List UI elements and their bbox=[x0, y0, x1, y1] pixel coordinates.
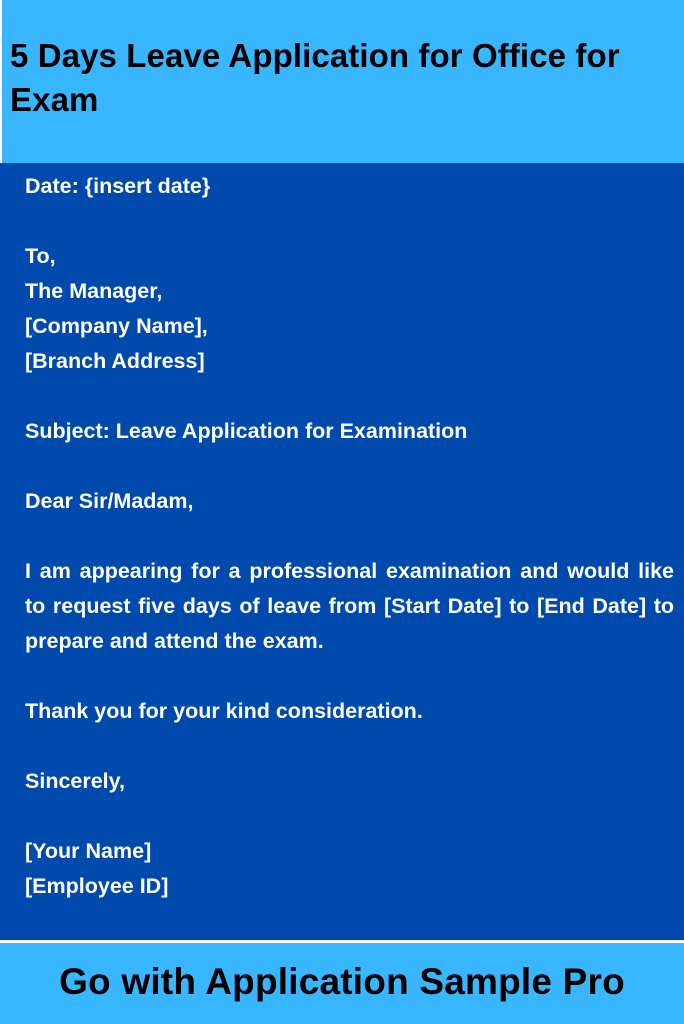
letter-subject: Subject: Leave Application for Examination bbox=[25, 419, 468, 443]
recipient-block bbox=[25, 239, 674, 379]
letter-salutation: Dear Sir/Madam, bbox=[25, 489, 194, 513]
header-banner bbox=[2, 0, 684, 163]
letter-body bbox=[0, 163, 684, 940]
sender-name: [Your Name] bbox=[25, 839, 152, 863]
letter-thanks: Thank you for your kind consideration. bbox=[25, 699, 423, 723]
recipient-company: [Company Name], bbox=[25, 314, 208, 338]
letter-main-paragraph: I am appearing for a professional examination and would like to request five days of leave from [Start Date] to [End Date] to prepare and attend the exam. bbox=[25, 559, 674, 653]
signature-block bbox=[25, 834, 674, 904]
recipient-title: The Manager, bbox=[25, 279, 163, 303]
letter-closing: Sincerely, bbox=[25, 769, 125, 793]
page-title: 5 Days Leave Application for Office for Exam bbox=[10, 37, 620, 118]
footer-banner bbox=[0, 940, 684, 1024]
footer-brand-text: Go with Application Sample Pro bbox=[59, 961, 625, 1002]
recipient-to: To, bbox=[25, 244, 56, 268]
recipient-address: [Branch Address] bbox=[25, 349, 205, 373]
letter-date: Date: {insert date} bbox=[25, 174, 211, 198]
sender-employee-id: [Employee ID] bbox=[25, 874, 169, 898]
